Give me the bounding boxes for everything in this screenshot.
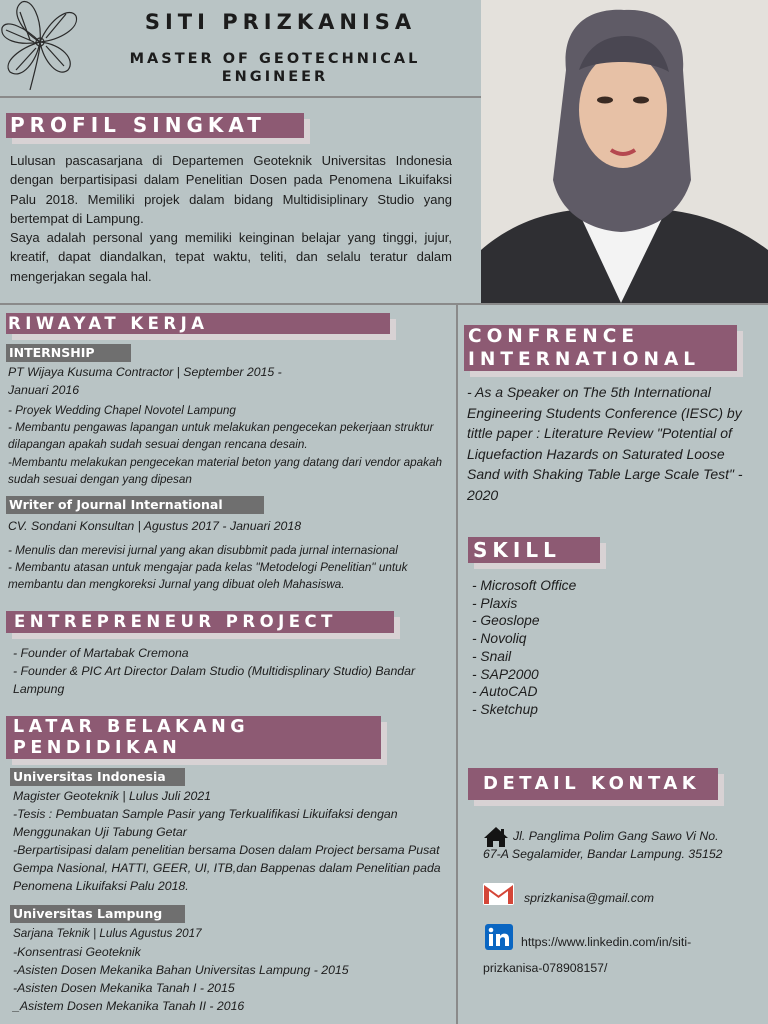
section-title-line: INTERNATIONAL <box>468 349 701 370</box>
skill-item: - Novoliq <box>472 631 527 647</box>
skill-item: - Microsoft Office <box>472 578 577 593</box>
person-name: SITI PRIZKANISA <box>144 10 417 34</box>
section-banner-profil <box>6 113 304 138</box>
profile-summary <box>10 151 452 286</box>
education-detail-item: _Asistem Dosen Mekanika Tanah II - 2016 <box>13 999 245 1013</box>
skill-item: - AutoCAD <box>472 684 538 700</box>
section-title <box>6 717 381 759</box>
section-title-line: LATAR BELAKANG <box>13 717 250 737</box>
contact-linkedin[interactable] <box>483 929 753 981</box>
section-banner-pendidikan <box>6 716 381 759</box>
education-detail-item: -Asisten Dosen Mekanika Tanah I - 2015 <box>13 981 235 995</box>
section-banner-entrepreneur <box>6 611 394 633</box>
skill-list <box>472 577 732 719</box>
education-degree: Magister Geoteknik | Lulus Juli 2021 <box>13 789 211 803</box>
profile-paragraph: Saya adalah personal yang memiliki keinginan belajar yang tinggi, jujur, kreatif, dapat diandalkan, tepat waktu, teliti, dan selalu teratur dalam mengerjakan segala hal. <box>10 230 452 284</box>
skill-item: - SAP2000 <box>472 666 539 682</box>
job-detail-item: -Membantu melakukan pengecekan material beton yang datang dari vendor apakah sudah sesuai dengan yang dipesan <box>8 455 443 486</box>
section-banner-kontak <box>468 768 718 800</box>
gmail-icon[interactable] <box>483 883 514 905</box>
section-title: PROFIL SINGKAT <box>10 113 266 137</box>
contact-email[interactable]: sprizkanisa@gmail.com <box>524 891 655 905</box>
subsection-label: INTERNSHIP <box>6 344 131 362</box>
job-company: PT Wijaya Kusuma Contractor | September 2015 - Januari 2016 <box>8 365 282 397</box>
entrepreneur-item: - Founder of Martabak Cremona <box>13 646 189 660</box>
subsection-label: Universitas Indonesia <box>10 768 185 786</box>
subsection-label: Writer of Journal International <box>6 496 264 514</box>
section-title-line: PENDIDIKAN <box>13 738 182 758</box>
section-banner-conference <box>464 325 737 371</box>
contact-address: Jl. Panglima Polim Gang Sawo Vi No. 67-A Segalamider, Bandar Lampung. 35152 <box>483 829 723 861</box>
job-details <box>8 402 450 488</box>
entrepreneur-item: - Founder & PIC Art Director Dalam Studio (Multidisplinary Studio) Bandar Lampung <box>13 664 416 696</box>
job-detail-item: - Menulis dan merevisi jurnal yang akan disubbmit pada jurnal internasional <box>8 544 398 557</box>
section-title: DETAIL KONTAK <box>483 773 701 794</box>
skill-item: - Geoslope <box>472 613 540 629</box>
job-title-line: ENGINEER <box>221 69 329 85</box>
job-company: CV. Sondani Konsultan | Agustus 2017 - Januari 2018 <box>8 519 302 533</box>
education-detail-item: -Berpartisipasi dalam penelitian bersama Dosen dalam Project bersama Pusat Gempa Nasional, HATTI, GEER, UI, ITB,dan Bappenas dalam Penelitian pada Penomena Likuifaksi Palu 2018. <box>13 843 441 893</box>
subsection-label: Universitas Lampung <box>10 905 185 923</box>
job-details <box>8 542 450 594</box>
education-degree: Sarjana Teknik | Lulus Agustus 2017 <box>13 927 202 940</box>
divider <box>0 96 481 98</box>
education-detail-item: -Konsentrasi Geoteknik <box>13 945 141 959</box>
education-detail-item: -Asisten Dosen Mekanika Bahan Universitas Lampung - 2015 <box>13 963 349 977</box>
skill-item: - Snail <box>472 648 512 664</box>
section-title-line: CONFRENCE <box>468 326 640 347</box>
flower-illustration <box>0 0 78 90</box>
conference-detail: - As a Speaker on The 5th International Engineering Students Conference (IESC) by tittle paper : Literature Review "Potential of Liquefaction Hazards on Saturated Loose Sand with Shaking Table Large Scale Test" - 2020 <box>467 384 743 503</box>
education-detail-item: -Tesis : Pembuatan Sample Pasir yang Terkualifikasi Likuifaksi dengan Menggunakan Uji Tabung Getar <box>13 807 398 839</box>
job-title <box>90 50 460 86</box>
section-banner-riwayat <box>6 313 390 334</box>
education-details <box>13 805 448 895</box>
section-title: RIWAYAT KERJA <box>8 314 209 333</box>
profile-paragraph: Lulusan pascasarjana di Departemen Geoteknik Universitas Indonesia dengan berpartisipasi dalam Penelitian Dosen pada Penomena Likuifaksi Palu 2018. Memiliki projek dalam bidang Multidisiplinary Studio yang bertempat di Lampung. <box>10 153 452 226</box>
job-detail-item: - Proyek Wedding Chapel Novotel Lampung <box>8 404 236 417</box>
section-title <box>464 325 737 371</box>
skill-item: - Sketchup <box>472 701 538 717</box>
profile-photo <box>481 0 768 303</box>
education-details <box>13 943 448 1015</box>
section-title: SKILL <box>473 538 561 562</box>
section-banner-skill <box>468 537 600 563</box>
divider <box>0 303 768 305</box>
linkedin-url-line[interactable]: prizkanisa-078908157/ <box>483 961 608 975</box>
section-title: ENTREPRENEUR PROJECT <box>14 612 337 631</box>
job-detail-item: - Membantu pengawas lapangan untuk melakukan pengecekan pekerjaan struktur dilapangan apakah sudah sesuai dengan rencana desain. <box>8 421 434 452</box>
job-detail-item: - Membantu atasan untuk mengajar pada kelas "Metodelogi Penelitian" untuk membantu dan mengkoreksi Jurnal yang dibuat oleh Mahasiswa. <box>8 561 408 592</box>
skill-item: - Plaxis <box>472 595 518 611</box>
divider <box>456 305 458 1024</box>
linkedin-url-line[interactable]: https://www.linkedin.com/in/siti- <box>521 935 692 949</box>
entrepreneur-list <box>13 644 443 698</box>
job-title-line: MASTER OF GEOTECHNICAL <box>129 51 421 67</box>
